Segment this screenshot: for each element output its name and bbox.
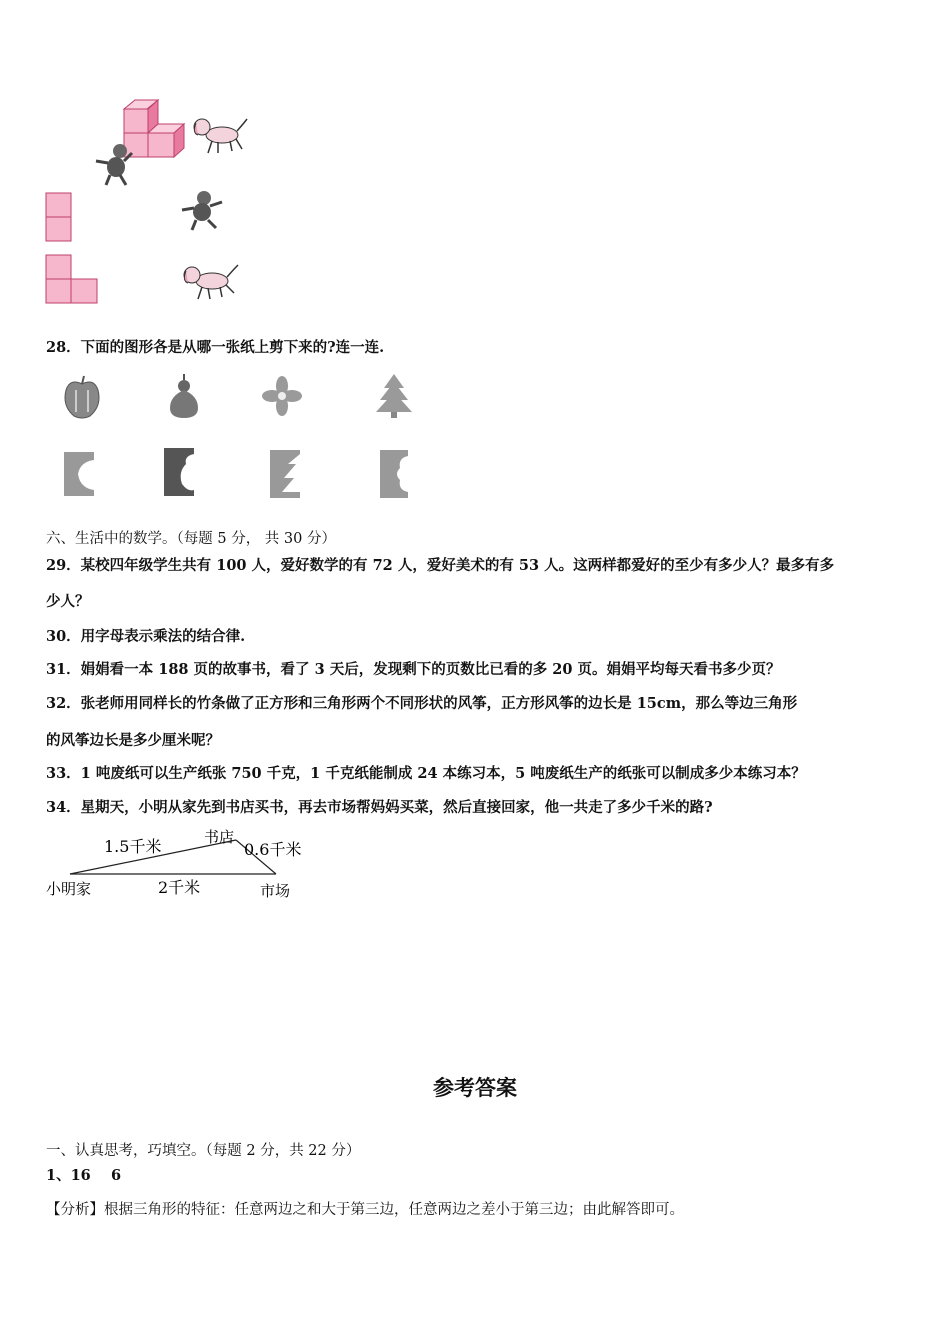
route-diagram bbox=[40, 822, 320, 904]
cutout-matching-figure bbox=[50, 368, 430, 508]
monkey-icon bbox=[182, 191, 222, 230]
paper-gourd-cut-icon bbox=[164, 448, 194, 496]
label-bookstore: 书店 bbox=[204, 828, 235, 846]
cube-face bbox=[148, 133, 174, 157]
front-view-two-stack bbox=[46, 193, 71, 241]
cube-stack bbox=[124, 100, 184, 157]
monkey-icon bbox=[96, 144, 132, 185]
paper-flower-cut-icon bbox=[380, 450, 408, 498]
label-home-to-bookstore: 1.5千米 bbox=[104, 837, 162, 856]
section-6-heading: 六、生活中的数学。（每题 5 分， 共 30 分） bbox=[46, 531, 336, 547]
apple-icon bbox=[65, 376, 99, 418]
paper-apple-cut-icon bbox=[64, 452, 94, 496]
label-market: 市场 bbox=[260, 882, 291, 900]
question-28: 28．下面的图形各是从哪一张纸上剪下来的?连一连. bbox=[46, 339, 385, 356]
cube-face bbox=[124, 109, 148, 133]
question-32-line-2: 的风筝边长是多少厘米呢？ bbox=[46, 732, 220, 749]
question-34: 34．星期天，小明从家先到书店买书，再去市场帮妈妈买菜，然后直接回家，他一共走了多少千米的路? bbox=[46, 799, 713, 816]
answers-title: 参考答案 bbox=[433, 1075, 517, 1100]
answer-1: 1、16 6 bbox=[46, 1167, 122, 1184]
question-31: 31．娟娟看一本 188 页的故事书，看了 3 天后，发现剩下的页数比已看的多 20 页。娟娟平均每天看书多少页？ bbox=[46, 661, 781, 678]
dog-icon bbox=[194, 119, 247, 153]
question-30: 30．用字母表示乘法的结合律. bbox=[46, 628, 246, 645]
question-29-line-2: 少人？ bbox=[46, 593, 90, 610]
dog-icon bbox=[184, 265, 238, 299]
paper-tree-cut-icon bbox=[270, 450, 300, 498]
question-29-line-1: 29．某校四年级学生共有 100 人，爱好数学的有 72 人，爱好美术的有 53 人。这两样都爱好的至少有多少人？最多有多 bbox=[46, 557, 835, 574]
question-33: 33．1 吨废纸可以生产纸张 750 千克，1 千克纸能制成 24 本练习本，5 吨废纸生产的纸张可以制成多少本练习本？ bbox=[46, 765, 806, 782]
flower-icon bbox=[262, 376, 302, 416]
views-figure bbox=[40, 95, 260, 310]
side-view-l-shape bbox=[46, 255, 97, 303]
label-home: 小明家 bbox=[46, 880, 92, 898]
gourd-icon bbox=[170, 374, 198, 418]
question-32-line-1: 32．张老师用同样长的竹条做了正方形和三角形两个不同形状的风筝，正方形风筝的边长是 15cm，那么等边三角形 bbox=[46, 695, 798, 712]
answer-1-analysis: 【分析】根据三角形的特征：任意两边之和大于第三边，任意两边之差小于第三边；由此解答即可。 bbox=[46, 1202, 684, 1218]
tree-icon bbox=[376, 374, 412, 418]
label-home-to-market: 2千米 bbox=[158, 878, 201, 897]
cube-face bbox=[124, 133, 148, 157]
label-bookstore-to-market: 0.6千米 bbox=[244, 840, 302, 859]
answers-section-1: 一、认真思考，巧填空。（每题 2 分，共 22 分） bbox=[46, 1143, 361, 1159]
